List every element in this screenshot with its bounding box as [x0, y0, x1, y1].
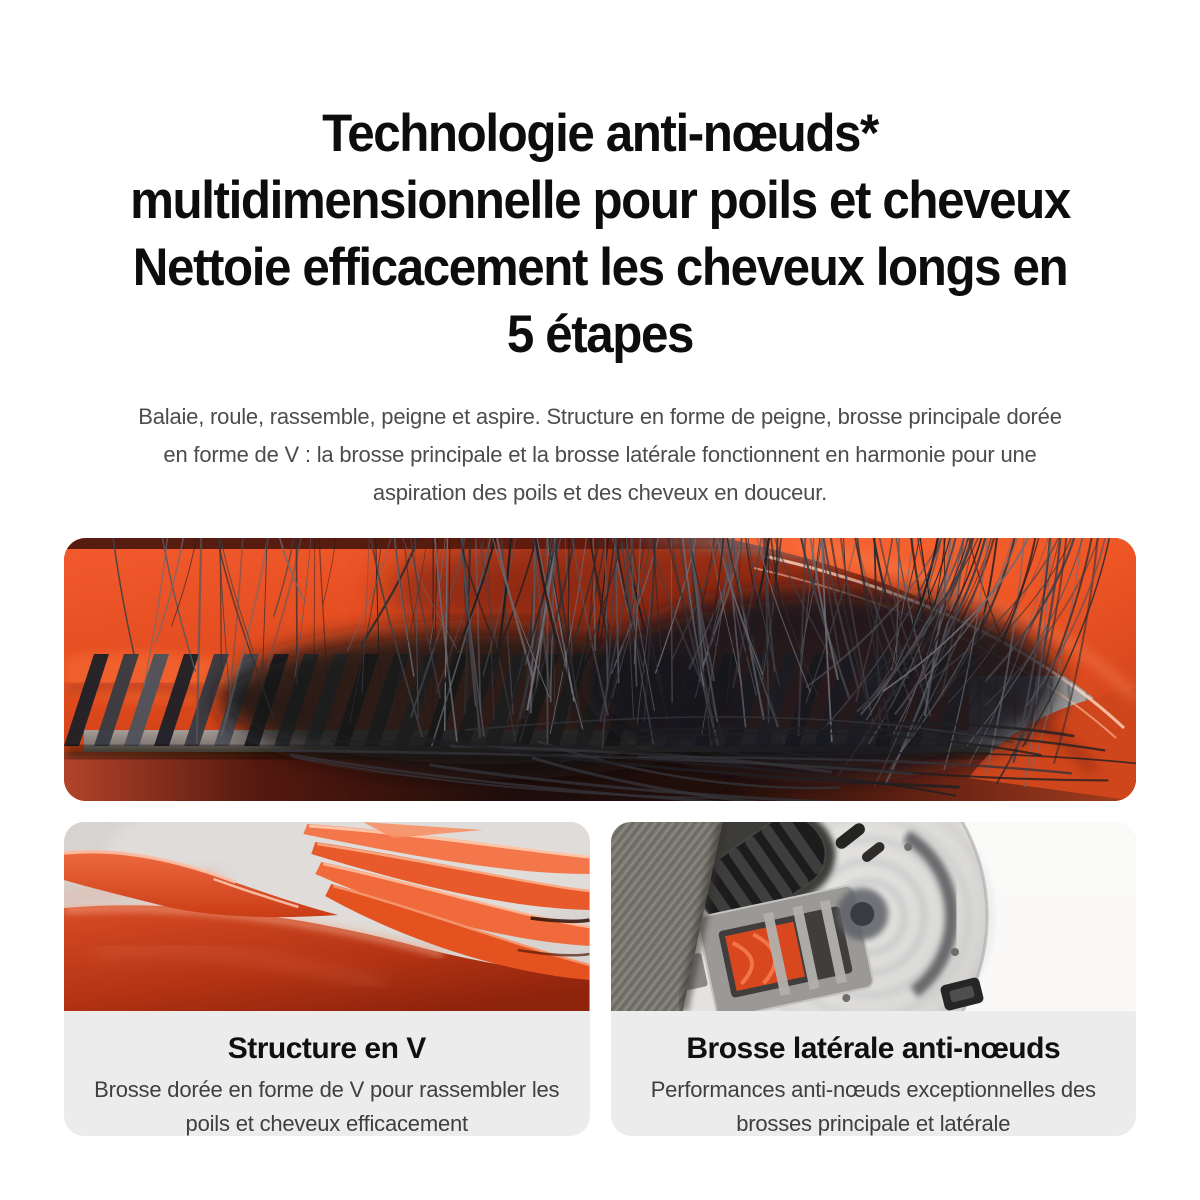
- card-1-body: Brosse dorée en forme de V pour rassembler les poils et cheveux efficacement: [94, 1077, 560, 1136]
- hero-image: [64, 538, 1136, 801]
- card-structure-en-v: [64, 822, 590, 1136]
- hero-brush-hair-illustration: [64, 538, 1136, 801]
- intro-line-2: en forme de V : la brosse principale et la brosse latérale fonctionnent en harmonie pour une: [163, 442, 1037, 467]
- card-1-title: Structure en V: [227, 1032, 426, 1065]
- card-brosse-laterale: [611, 822, 1137, 1136]
- card-1-text: [64, 1011, 590, 1136]
- card-2-text: [611, 1011, 1137, 1136]
- title-line-3: Nettoie efficacement les cheveux longs en: [132, 238, 1068, 297]
- robot-underside-illustration: [611, 822, 1137, 1011]
- card-2-body: Performances anti-nœuds exceptionnelles des brosses principale et latérale: [650, 1077, 1096, 1136]
- v-brush-illustration: [64, 822, 590, 1011]
- page-title: [42, 100, 1158, 368]
- title-line-1: Technologie anti-nœuds*: [322, 104, 878, 163]
- intro-line-1: Balaie, roule, rassemble, peigne et aspire. Structure en forme de peigne, brosse principale dorée: [138, 404, 1062, 429]
- title-line-4: 5 étapes: [506, 305, 694, 364]
- card-2-title: Brosse latérale anti-nœuds: [686, 1032, 1061, 1065]
- feature-cards: [64, 822, 1136, 1136]
- intro-line-3: aspiration des poils et des cheveux en douceur.: [372, 480, 828, 505]
- title-line-2: multidimensionnelle pour poils et cheveux: [130, 171, 1070, 230]
- intro-paragraph: [64, 398, 1136, 512]
